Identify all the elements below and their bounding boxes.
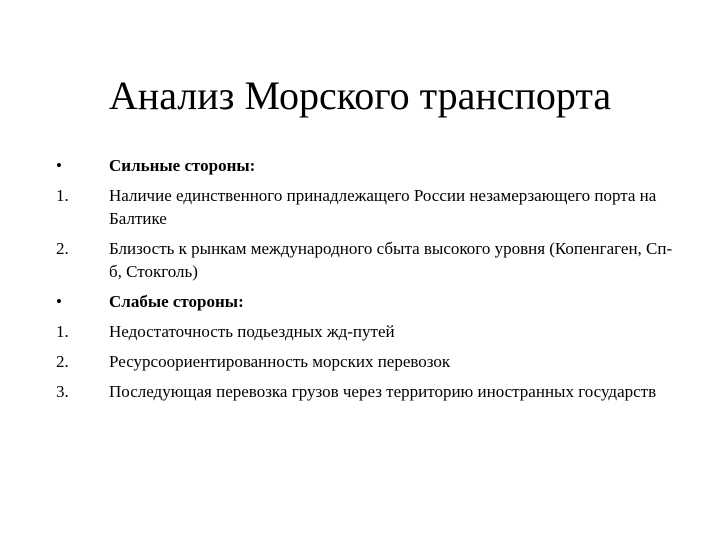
weaknesses-heading: Слабые стороны:	[109, 292, 244, 311]
list-item	[56, 380, 676, 403]
strengths-heading: Сильные стороны:	[109, 156, 256, 175]
number-marker: 2.	[56, 239, 69, 258]
list-item	[56, 290, 676, 313]
list-item	[56, 350, 676, 373]
list-item	[56, 237, 676, 283]
number-marker: 1.	[56, 322, 69, 341]
number-marker: 1.	[56, 186, 69, 205]
list-item-text: Близость к рынкам международного сбыта высокого уровня (Копенгаген, Сп-б, Стокголь)	[109, 239, 673, 281]
list-item-text: Недостаточность подьездных жд-путей	[109, 322, 395, 341]
list-item	[56, 320, 676, 343]
list-item-text: Последующая перевозка грузов через территорию иностранных государств	[109, 382, 657, 401]
list-item	[56, 184, 676, 230]
number-marker: 2.	[56, 352, 69, 371]
number-marker: 3.	[56, 382, 69, 401]
slide-title: Анализ Морского транспорта	[108, 73, 612, 118]
bullet-marker: •	[56, 292, 62, 311]
list-item-text: Наличие единственного принадлежащего России незамерзающего порта на Балтике	[109, 186, 657, 228]
list-item	[56, 154, 676, 177]
bullet-marker: •	[56, 156, 62, 175]
bullet-list	[56, 154, 676, 410]
list-item-text: Ресурсоориентированность морских перевозок	[109, 352, 451, 371]
